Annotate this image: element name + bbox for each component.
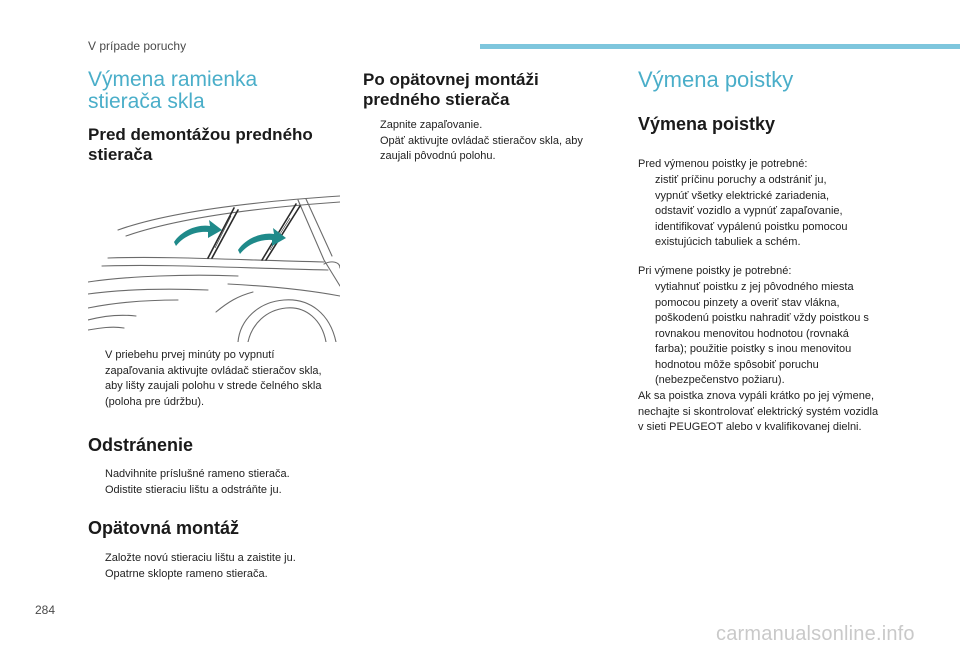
list-item-text: poškodenú poistku nahradiť vždy poistkou s rovnakou menovitou hodnotou (rovnaká farba); použitie poistky s inou menovitou hodnotou môže spôsobiť poruchu (nebezpečenstvo požiaru). (655, 312, 869, 386)
list-item-text: Opatrne sklopte rameno stierača. (105, 567, 268, 580)
list-item (363, 134, 608, 165)
fuse-before-intro: Pred výmenou poistky je potrebné: (638, 158, 808, 170)
list-after-refit (363, 118, 608, 165)
list-item (638, 280, 883, 311)
list-item (88, 567, 350, 583)
heading-after-refit-line1: Po opätovnej montáži (363, 70, 539, 89)
list-item (638, 189, 883, 205)
page-number: 284 (35, 603, 56, 617)
list-item (88, 551, 350, 567)
list-item-text: vypnúť všetky elektrické zariadenia, (655, 189, 830, 202)
heading-before-removal-line1: Pred demontážou predného (88, 125, 313, 144)
list-item (638, 220, 883, 251)
heading-after-refit-line2: predného stierača (363, 90, 510, 109)
heading-after-refit (363, 70, 613, 110)
list-item (638, 204, 883, 220)
fuse-during-intro: Pri výmene poistky je potrebné: (638, 265, 792, 277)
list-item-text: V priebehu prvej minúty po vypnutí zapaľovania aktivujte ovládač stieračov skla, aby lišty zaujali polohu v strede čelného skla (poloha pre údržbu). (105, 349, 322, 408)
heading-refit: Opätovná montáž (88, 518, 240, 538)
section-title-fuse: Výmena poistky (638, 67, 794, 92)
heading-fuse: Výmena poistky (638, 114, 776, 134)
heading-before-removal (88, 125, 350, 165)
list-before-removal (88, 348, 326, 410)
wiper-arm-right (262, 204, 296, 260)
list-item (638, 311, 883, 389)
list-fuse-during (638, 280, 883, 389)
watermark: carmanualsonline.info (716, 623, 915, 645)
fuse-closing-note: Ak sa poistka znova vypáli krátko po jej výmene, nechajte si skontrolovať elektrický systém vozidla v sieti PEUGEOT alebo v kvalifikovanej dielni. (638, 390, 879, 433)
heading-removal: Odstránenie (88, 435, 194, 455)
list-removal (88, 467, 350, 498)
list-item (88, 483, 350, 499)
section-title-wiper-line2: stierača skla (88, 90, 205, 113)
list-item-text: odstaviť vozidlo a vypnúť zapaľovanie, (655, 205, 843, 217)
list-item-text: Odistite stieraciu lištu a odstráňte ju. (105, 483, 282, 496)
list-item-text: Nadvihnite príslušné rameno stierača. (105, 468, 290, 480)
running-header: V prípade poruchy (88, 39, 187, 53)
list-item (363, 118, 608, 134)
list-item (88, 348, 326, 410)
section-title-wiper-line1: Výmena ramienka (88, 68, 258, 91)
list-item-text: identifikovať vypálenú poistku pomocou existujúcich tabuliek a schém. (655, 220, 848, 248)
wiper-illustration (88, 190, 340, 342)
list-item (638, 173, 883, 189)
list-fuse-before (638, 173, 883, 251)
section-title-wiper (88, 69, 350, 113)
list-item-text: Zapnite zapaľovanie. (380, 119, 483, 131)
list-refit (88, 551, 350, 582)
heading-before-removal-line2: stierača (88, 145, 153, 164)
list-item-text: vytiahnuť poistku z jej pôvodného miesta pomocou pinzety a overiť stav vlákna, (655, 281, 854, 309)
list-item-text: Založte novú stieraciu lištu a zaistite ju. (105, 552, 296, 564)
list-item (88, 467, 350, 483)
list-item-text: Opäť aktivujte ovládač stieračov skla, aby zaujali pôvodnú polohu. (380, 134, 583, 162)
car-windscreen-drawing (88, 190, 340, 342)
header-accent-bar (480, 44, 960, 49)
list-item-text: zistiť príčinu poruchy a odstrániť ju, (655, 174, 827, 186)
